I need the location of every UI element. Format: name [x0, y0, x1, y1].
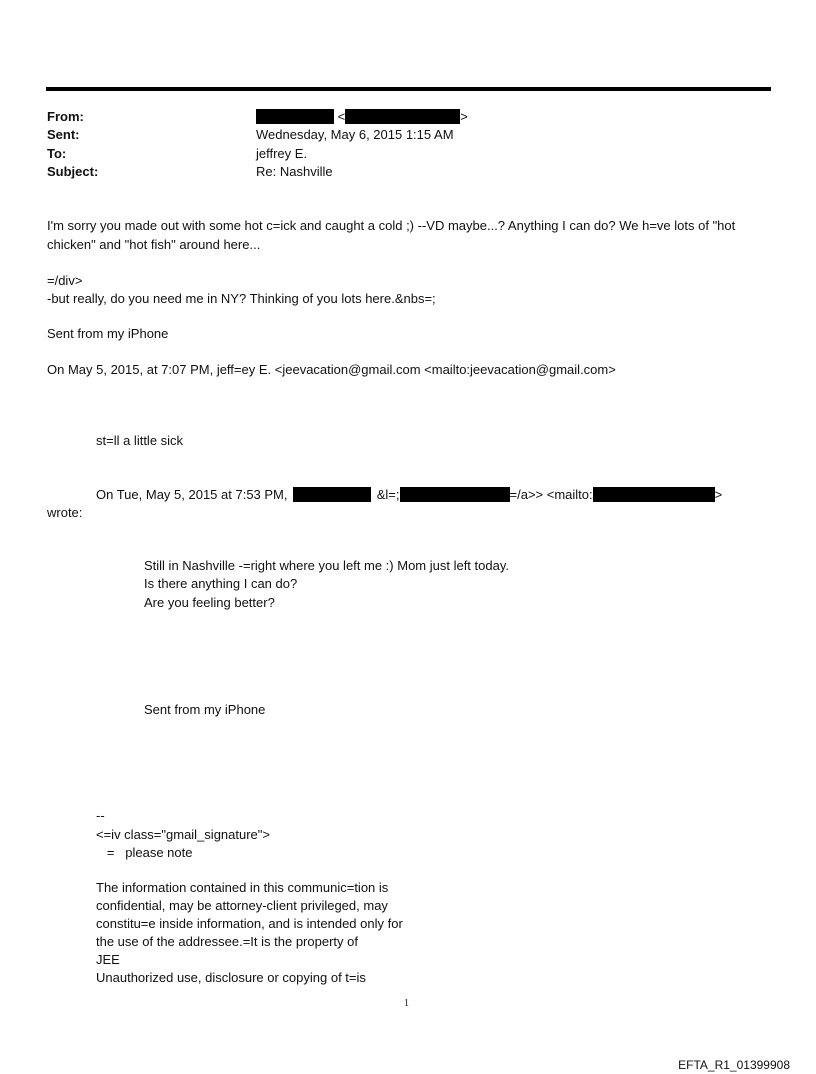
redaction-box: [293, 487, 371, 502]
from-value: [256, 108, 468, 126]
header-rule: [46, 87, 771, 91]
quote-date: On Tue, May 5, 2015 at 7:53 PM,: [96, 487, 288, 502]
signature-note: = please note: [96, 845, 193, 860]
body-line: Is there anything I can do?: [144, 576, 298, 591]
body-line: Still in Nashville -=right where you left me :) Mom just left today.: [144, 558, 509, 573]
confidentiality-line: confidential, may be attorney-client privileged, may: [96, 898, 388, 913]
quote-header: [96, 486, 722, 504]
sent-value: Wednesday, May 6, 2015 1:15 AM: [256, 127, 454, 142]
body-line: I'm sorry you made out with some hot c=ick and caught a cold ;) --VD maybe...? Anything I can do? We h=ve lots of "hot: [47, 218, 736, 233]
sent-label: Sent:: [47, 127, 80, 142]
sent-from-iphone: Sent from my iPhone: [144, 702, 266, 717]
confidentiality-line: constitu=e inside information, and is intended only for: [96, 916, 403, 931]
redaction-box: [400, 487, 510, 502]
from-lt: <: [337, 109, 346, 124]
signature-dash: --: [96, 808, 105, 823]
signature-div: <=iv class="gmail_signature">: [96, 827, 270, 842]
confidentiality-line: the use of the addressee.=It is the property of: [96, 934, 358, 949]
subject-value: Re: Nashville: [256, 164, 333, 179]
body-line: Are you feeling better?: [144, 595, 275, 610]
subject-label: Subject:: [47, 164, 99, 179]
sent-from-iphone: Sent from my iPhone: [47, 326, 169, 341]
to-label: To:: [47, 146, 67, 161]
from-label: From:: [47, 109, 84, 124]
confidentiality-line: The information contained in this communic=tion is: [96, 880, 389, 895]
redaction-box: [345, 109, 460, 124]
wrote-label: wrote:: [47, 505, 83, 520]
body-line: =/div>: [47, 273, 83, 288]
quote-end: >: [714, 487, 723, 502]
confidentiality-line: JEE: [96, 952, 120, 967]
to-value: jeffrey E.: [256, 146, 308, 161]
quote-mid: =/a>> <mailto:: [509, 487, 593, 502]
body-line: st=ll a little sick: [96, 433, 184, 448]
quote-intro: On May 5, 2015, at 7:07 PM, jeff=ey E. <jeevacation@gmail.com <mailto:jeevacation@gmail.com>: [47, 362, 616, 377]
body-line: -but really, do you need me in NY? Thinking of you lots here.&nbs=;: [47, 291, 436, 306]
from-gt: >: [460, 109, 468, 124]
document-id: EFTA_R1_01399908: [678, 1058, 790, 1072]
redaction-box: [593, 487, 715, 502]
quote-amp: &l=;: [376, 487, 400, 502]
body-line: chicken" and "hot fish" around here...: [47, 237, 261, 252]
page-number: 1: [404, 998, 409, 1009]
confidentiality-line: Unauthorized use, disclosure or copying of t=is: [96, 970, 366, 985]
redaction-box: [256, 109, 334, 124]
